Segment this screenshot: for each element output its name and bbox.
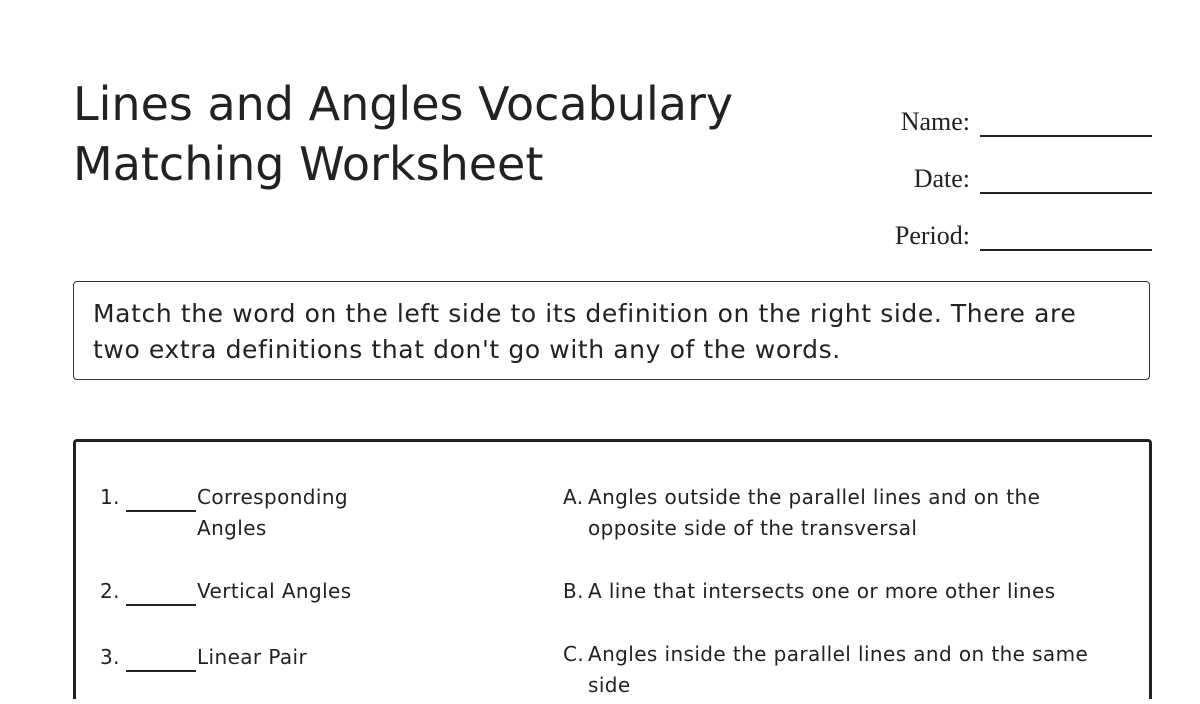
date-blank-line[interactable] — [980, 192, 1152, 194]
definition-item — [563, 639, 1133, 701]
term-item — [100, 482, 540, 576]
definition-item — [563, 482, 1133, 576]
term-item — [100, 576, 540, 642]
matching-section — [73, 439, 1152, 699]
answer-blank[interactable] — [126, 510, 196, 512]
term-number: 3. — [100, 645, 120, 669]
definition-item — [563, 576, 1133, 639]
definition-text: Angles outside the parallel lines and on the opposite side of the transversal — [588, 485, 1041, 540]
period-label: Period: — [894, 221, 970, 250]
term-word: Vertical Angles — [197, 579, 352, 603]
date-field[interactable] — [860, 137, 1152, 194]
term-number: 2. — [100, 579, 120, 603]
name-label: Name: — [900, 107, 970, 136]
date-label: Date: — [913, 164, 970, 193]
student-info-fields — [860, 80, 1152, 251]
definition-letter: A. — [563, 485, 584, 509]
term-word: Linear Pair — [197, 645, 308, 669]
worksheet-title: Lines and Angles Vocabulary Matching Worksheet — [73, 77, 734, 191]
terms-column — [100, 482, 540, 704]
name-field[interactable] — [860, 80, 1152, 137]
answer-blank[interactable] — [126, 604, 196, 606]
term-number: 1. — [100, 485, 120, 509]
definition-letter: B. — [563, 579, 584, 603]
answer-blank[interactable] — [126, 670, 196, 672]
term-item — [100, 642, 540, 704]
definition-text: Angles inside the parallel lines and on the same side — [588, 642, 1089, 697]
definition-text: A line that intersects one or more other lines — [588, 579, 1056, 603]
period-blank-line[interactable] — [980, 249, 1152, 251]
term-word: Corresponding Angles — [197, 485, 349, 540]
definitions-column — [563, 482, 1133, 701]
definition-letter: C. — [563, 642, 585, 666]
instructions-box: Match the word on the left side to its definition on the right side. There are two extra definitions that don't go with any of the words. — [73, 281, 1150, 380]
period-field[interactable] — [860, 194, 1152, 251]
name-blank-line[interactable] — [980, 135, 1152, 137]
